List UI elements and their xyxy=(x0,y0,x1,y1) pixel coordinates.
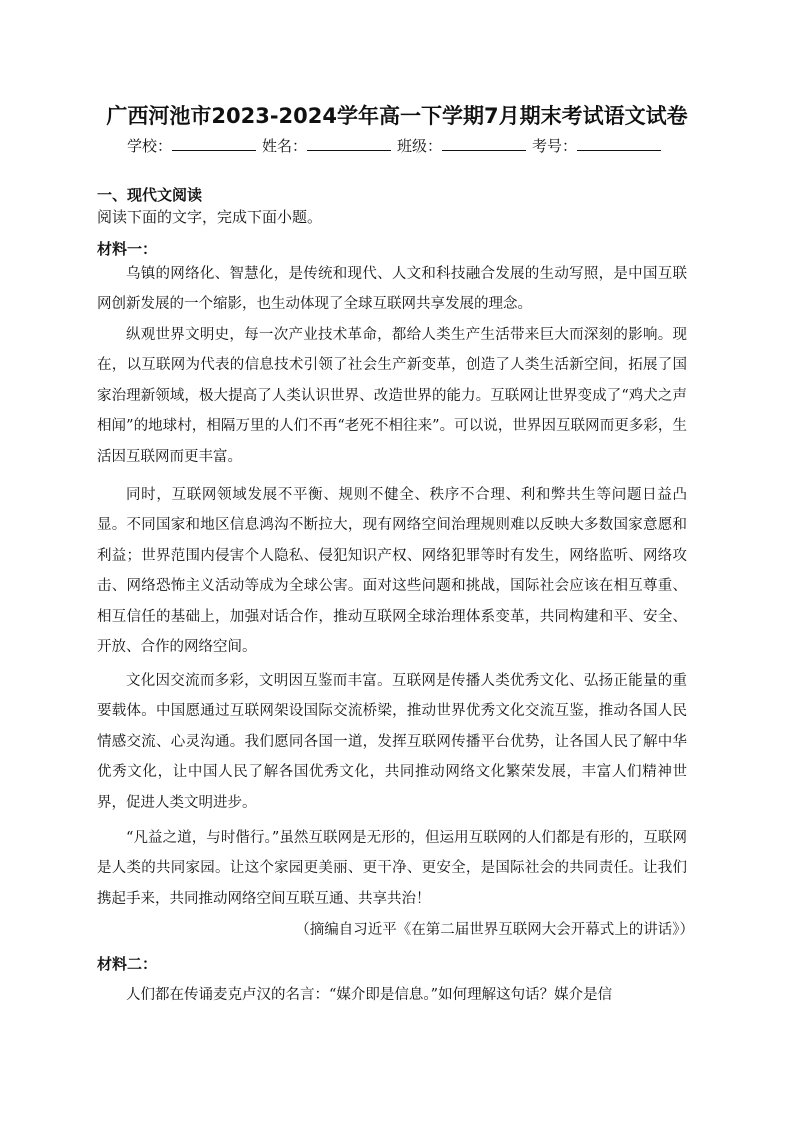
school-field xyxy=(127,135,262,156)
material-1-paragraph: 纵观世界文明史，每一次产业技术革命，都给人类生产生活带来巨大而深刻的影响。现在，以互联网为代表的信息技术引领了社会生产新变革，创造了人类生活新空间，拓展了国家治理新领域，极大提高了人类认识世界、改造世界的能力。互联网让世界变成了“鸡犬之声相闻”的地球村，相隔万里的人们不再“老死不相往来”。可以说，世界因互联网而更多彩，生活因互联网而更丰富。 xyxy=(97,327,687,465)
material-2-paragraph: 人们都在传诵麦克卢汉的名言：“媒介即是信息。”如何理解这句话？媒介是信 xyxy=(126,987,613,1003)
exam-title: 广西河池市2023-2024学年高一下学期7月期末考试语文试卷 xyxy=(106,104,688,128)
material-1-paragraph: 同时，互联网领域发展不平衡、规则不健全、秩序不合理、利和弊共生等问题日益凸显。不同国家和地区信息鸿沟不断拉大，现有网络空间治理规则难以反映大多数国家意愿和利益；世界范围内侵害个人隐私、侵犯知识产权、网络犯罪等时有发生，网络监听、网络攻击、网络恐怖主义活动等成为全球公害。面对这些问题和挑战，国际社会应该在相互尊重、相互信任的基础上，加强对话合作，推动互联网全球治理体系变革，共同构建和平、安全、开放、合作的网络空间。 xyxy=(97,487,687,656)
class-blank xyxy=(442,136,526,151)
material-2-label: 材料二： xyxy=(97,955,158,973)
name-field xyxy=(262,135,397,156)
exam-number-field xyxy=(532,135,667,156)
material-1-label: 材料一： xyxy=(97,240,158,258)
material-1-source: （摘编自习近平《在第二届世界互联网大会开幕式上的讲话》） xyxy=(295,922,694,938)
name-blank xyxy=(307,136,391,151)
school-label: 学校： xyxy=(126,137,172,155)
section-instruction: 阅读下面的文字，完成下面小题。 xyxy=(97,208,323,226)
school-blank xyxy=(172,136,256,151)
material-1-paragraph: 文化因交流而多彩，文明因互鉴而丰富。互联网是传播人类优秀文化、弘扬正能量的重要载体。中国愿通过互联网架设国际交流桥梁，推动世界优秀文化交流互鉴，推动各国人民情感交流、心灵沟通。我们愿同各国一道，发挥互联网传播平台优势，让各国人民了解中华优秀文化，让中国人民了解各国优秀文化，共同推动网络文化繁荣发展，丰富人们精神世界，促进人类文明进步。 xyxy=(97,673,687,811)
class-field xyxy=(397,135,532,156)
class-label: 班级： xyxy=(397,137,443,155)
exam-number-label: 考号： xyxy=(532,137,578,155)
student-info-row xyxy=(0,135,794,156)
material-1-paragraph: “凡益之道，与时偕行。”虽然互联网是无形的，但运用互联网的人们都是有形的，互联网是人类的共同家园。让这个家园更美丽、更干净、更安全，是国际社会的共同责任。让我们携起手来，共同推动网络空间互联互通、共享共治！ xyxy=(97,830,687,907)
material-1-paragraph: 乌镇的网络化、智慧化，是传统和现代、人文和科技融合发展的生动写照，是中国互联网创新发展的一个缩影，也生动体现了全球互联网共享发展的理念。 xyxy=(97,266,687,313)
name-label: 姓名： xyxy=(261,137,307,155)
section-heading: 一、现代文阅读 xyxy=(97,186,203,204)
exam-number-blank xyxy=(577,136,661,151)
